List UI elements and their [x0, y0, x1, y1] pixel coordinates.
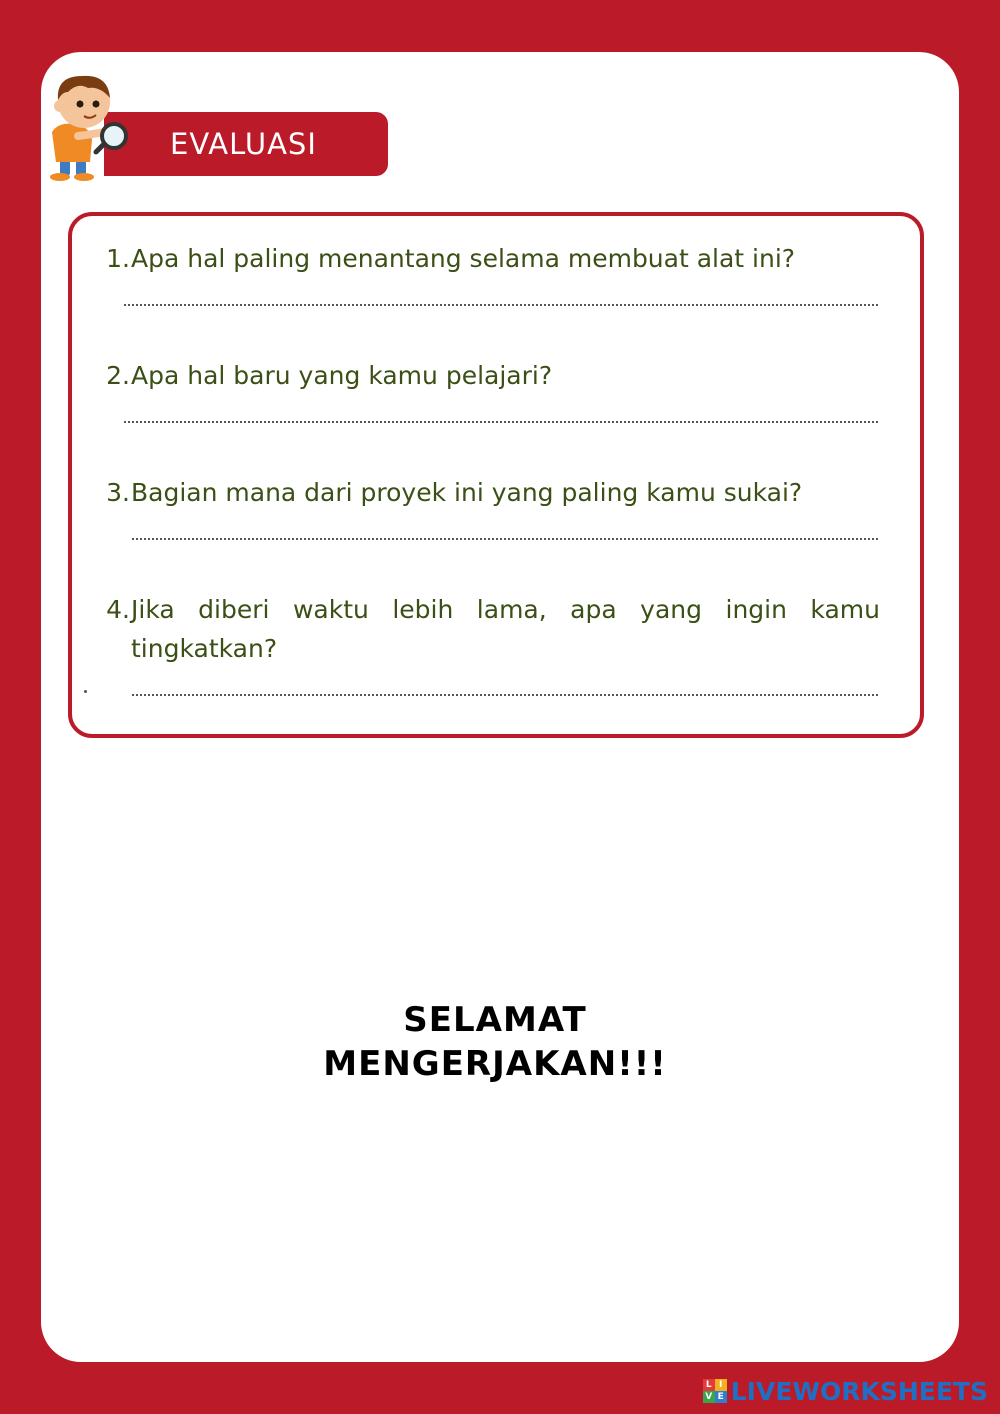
question-number: 1. — [106, 244, 130, 273]
question-3 — [100, 473, 880, 512]
logo-letter: L — [703, 1379, 715, 1391]
question-number: 2. — [106, 361, 130, 390]
boy-magnifier-icon — [38, 70, 134, 182]
brand-name: LIVEWORKSHEETS — [730, 1376, 988, 1406]
question-text: Apa hal baru yang kamu pelajari? — [131, 361, 553, 390]
answer-line-1[interactable] — [124, 304, 878, 306]
answer-line-4[interactable] — [132, 694, 878, 696]
logo-letter: V — [703, 1391, 715, 1403]
page-title: EVALUASI — [170, 127, 317, 161]
question-4 — [100, 590, 880, 668]
closing-line-1: SELAMAT — [403, 1000, 587, 1040]
question-text: Apa hal paling menantang selama membuat alat ini? — [131, 244, 796, 273]
answer-line-3[interactable] — [132, 538, 878, 540]
stray-dot — [84, 690, 87, 693]
question-text: Jika diberi waktu lebih lama, apa yang ingin kamu tingkatkan? — [131, 595, 880, 663]
question-number: 4. — [106, 595, 130, 624]
closing-message — [200, 998, 790, 1086]
closing-line-2: MENGERJAKAN!!! — [323, 1044, 667, 1084]
question-number: 3. — [106, 478, 130, 507]
liveworksheets-logo-icon — [703, 1379, 727, 1403]
logo-letter: I — [715, 1379, 727, 1391]
question-2 — [100, 356, 880, 395]
answer-line-2[interactable] — [124, 421, 878, 423]
liveworksheets-brand — [703, 1376, 988, 1406]
question-text: Bagian mana dari proyek ini yang paling kamu sukai? — [131, 478, 803, 507]
title-banner — [104, 112, 388, 176]
logo-letter: E — [715, 1391, 727, 1403]
question-1 — [100, 239, 880, 278]
